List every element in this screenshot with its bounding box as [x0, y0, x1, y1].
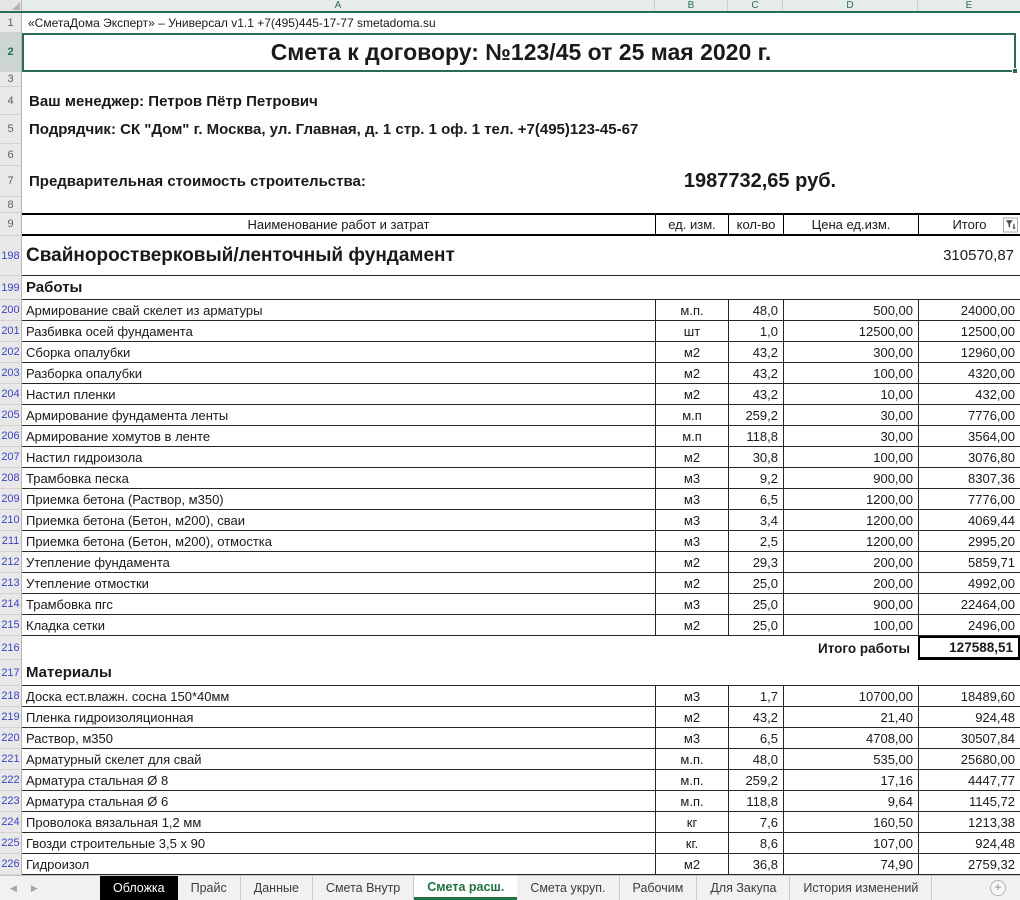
sheet-tab-1[interactable]: Прайс	[178, 876, 241, 900]
cell-qty[interactable]: 1,7	[728, 686, 783, 707]
cell-name[interactable]: Проволока вязальная 1,2 мм	[22, 812, 655, 833]
row-number[interactable]: 7	[0, 166, 22, 197]
row-number[interactable]: 4	[0, 87, 22, 115]
cell-unit[interactable]: м2	[655, 615, 728, 636]
cell-price[interactable]: 12500,00	[783, 321, 918, 342]
cell-qty[interactable]: 3,4	[728, 510, 783, 531]
sheet-tab-bar	[0, 875, 1020, 900]
cell-unit[interactable]: м3	[655, 728, 728, 749]
cell-unit[interactable]: м.п.	[655, 770, 728, 791]
cell-qty[interactable]: 259,2	[728, 405, 783, 426]
cell-unit[interactable]: м.п.	[655, 791, 728, 812]
row-number[interactable]: 214	[0, 594, 22, 615]
section-name-cell[interactable]: Свайноростверковый/ленточный фундамент	[26, 244, 455, 266]
cell-name[interactable]: Приемка бетона (Раствор, м350)	[22, 489, 655, 510]
row-number[interactable]: 200	[0, 300, 22, 321]
table-row	[0, 531, 1020, 552]
row-1	[0, 13, 1020, 33]
cell-qty[interactable]: 259,2	[728, 770, 783, 791]
column-header-a[interactable]: A	[22, 0, 655, 11]
header-total-label: Итого	[952, 217, 987, 232]
cell-unit[interactable]: м3	[655, 594, 728, 615]
cell-price[interactable]: 74,90	[783, 854, 918, 875]
cell-unit[interactable]: м.п.	[655, 749, 728, 770]
table-row	[0, 489, 1020, 510]
cell-unit[interactable]: м2	[655, 573, 728, 594]
row-number[interactable]: 205	[0, 405, 22, 426]
row-number[interactable]: 226	[0, 854, 22, 875]
row-number[interactable]: 210	[0, 510, 22, 531]
cell-total[interactable]: 2759,32	[918, 854, 1020, 875]
cell-unit[interactable]: м3	[655, 510, 728, 531]
cell-total[interactable]: 12500,00	[918, 321, 1020, 342]
cell-qty[interactable]: 43,2	[728, 363, 783, 384]
sheet-tab-7[interactable]: Для Закупа	[697, 876, 790, 900]
header-total-cell[interactable]	[918, 213, 1020, 236]
cell-price[interactable]: 9,64	[783, 791, 918, 812]
column-header-c[interactable]: C	[728, 0, 783, 11]
row-number[interactable]: 223	[0, 791, 22, 812]
cell-qty[interactable]: 118,8	[728, 791, 783, 812]
cell-unit[interactable]: м.п	[655, 426, 728, 447]
cell-qty[interactable]: 25,0	[728, 573, 783, 594]
cell-unit[interactable]: м3	[655, 686, 728, 707]
header-qty-cell[interactable]: кол-во	[728, 213, 783, 236]
row-number[interactable]: 211	[0, 531, 22, 552]
document-title-cell[interactable]: Смета к договору: №123/45 от 25 мая 2020 г.	[270, 39, 772, 65]
table-row	[0, 426, 1020, 447]
row-6	[0, 144, 1020, 166]
cell-qty[interactable]: 118,8	[728, 426, 783, 447]
cell-qty[interactable]: 6,5	[728, 728, 783, 749]
sheet-tabs	[100, 876, 932, 900]
cell-price[interactable]: 200,00	[783, 573, 918, 594]
row-number[interactable]: 215	[0, 615, 22, 636]
cell-total[interactable]: 7776,00	[918, 489, 1020, 510]
cost-label-cell[interactable]: Предварительная стоимость строительства:	[29, 173, 366, 190]
cell-qty[interactable]: 6,5	[728, 489, 783, 510]
cell-name[interactable]: Пленка гидроизоляционная	[22, 707, 655, 728]
cell-unit[interactable]: м2	[655, 447, 728, 468]
cell-price[interactable]: 100,00	[783, 615, 918, 636]
cell-qty[interactable]: 48,0	[728, 749, 783, 770]
sheet-tab-8[interactable]: История изменений	[790, 876, 932, 900]
row-3	[0, 72, 1020, 87]
cell-qty[interactable]: 43,2	[728, 707, 783, 728]
cell-total[interactable]: 4447,77	[918, 770, 1020, 791]
cell-qty[interactable]: 48,0	[728, 300, 783, 321]
cell-unit[interactable]: м2	[655, 384, 728, 405]
row-number[interactable]: 206	[0, 426, 22, 447]
row-number[interactable]: 199	[0, 276, 22, 300]
table-row	[0, 615, 1020, 636]
row-number[interactable]: 6	[0, 144, 22, 166]
cell-name[interactable]: Приемка бетона (Бетон, м200), сваи	[22, 510, 655, 531]
cell-price[interactable]: 10,00	[783, 384, 918, 405]
cell-total[interactable]: 24000,00	[918, 300, 1020, 321]
cell-qty[interactable]: 43,2	[728, 342, 783, 363]
header-price-cell[interactable]: Цена ед.изм.	[783, 213, 918, 236]
works-total-value-cell[interactable]: 127588,51	[918, 636, 1020, 660]
sheet-tab-3[interactable]: Смета Внутр	[313, 876, 414, 900]
cell-total[interactable]: 432,00	[918, 384, 1020, 405]
row-number[interactable]: 221	[0, 749, 22, 770]
cell-unit[interactable]: м2	[655, 854, 728, 875]
row-number[interactable]: 212	[0, 552, 22, 573]
cell-qty[interactable]: 9,2	[728, 468, 783, 489]
table-row	[0, 405, 1020, 426]
cell-name[interactable]: Доска ест.влажн. сосна 150*40мм	[22, 686, 655, 707]
works-total-row	[0, 636, 1020, 660]
cell-price[interactable]: 535,00	[783, 749, 918, 770]
cell-price[interactable]: 160,50	[783, 812, 918, 833]
cell-unit[interactable]: м2	[655, 707, 728, 728]
table-row	[0, 833, 1020, 854]
cell-name[interactable]: Армирование фундамента ленты	[22, 405, 655, 426]
cell-price[interactable]: 30,00	[783, 426, 918, 447]
cell-price[interactable]: 30,00	[783, 405, 918, 426]
materials-label-row	[0, 660, 1020, 686]
row-number[interactable]: 202	[0, 342, 22, 363]
cell-unit[interactable]: м2	[655, 363, 728, 384]
cell-qty[interactable]: 2,5	[728, 531, 783, 552]
tab-scroll-right-icon[interactable]: ▶	[30, 882, 38, 893]
row-number[interactable]: 8	[0, 197, 22, 213]
table-header-row	[0, 213, 1020, 236]
cell-price[interactable]: 1200,00	[783, 489, 918, 510]
table-row	[0, 510, 1020, 531]
cell-total[interactable]: 5859,71	[918, 552, 1020, 573]
contractor-cell[interactable]: Подрядчик: СК "Дом" г. Москва, ул. Главная, д. 1 стр. 1 оф. 1 тел. +7(495)123-45-67	[29, 121, 639, 138]
cell-name[interactable]: Трамбовка песка	[22, 468, 655, 489]
cell-price[interactable]: 1200,00	[783, 531, 918, 552]
app-info-cell[interactable]: «СметаДома Эксперт» – Универсал v1.1 +7(495)445-17-77 smetadoma.su	[28, 16, 436, 30]
table-row	[0, 594, 1020, 615]
cell-price[interactable]: 200,00	[783, 552, 918, 573]
row-number[interactable]: 3	[0, 72, 22, 87]
cell-name[interactable]: Арматура стальная Ø 8	[22, 770, 655, 791]
cell-name[interactable]: Утепление фундамента	[22, 552, 655, 573]
table-row	[0, 686, 1020, 707]
cell-name[interactable]: Армирование хомутов в ленте	[22, 426, 655, 447]
cell-total[interactable]: 4320,00	[918, 363, 1020, 384]
row-number[interactable]: 209	[0, 489, 22, 510]
row-number[interactable]: 203	[0, 363, 22, 384]
empty-cell[interactable]	[22, 197, 1020, 213]
cell-qty[interactable]: 7,6	[728, 812, 783, 833]
add-sheet-button[interactable]: +	[990, 880, 1006, 896]
cell-qty[interactable]: 30,8	[728, 447, 783, 468]
table-row	[0, 447, 1020, 468]
table-row	[0, 300, 1020, 321]
sheet-tab-0[interactable]: Обложка	[100, 876, 178, 900]
cell-total[interactable]: 25680,00	[918, 749, 1020, 770]
cell-qty[interactable]: 29,3	[728, 552, 783, 573]
cell-name[interactable]: Раствор, м350	[22, 728, 655, 749]
cell-total[interactable]: 3076,80	[918, 447, 1020, 468]
cell-price[interactable]: 10700,00	[783, 686, 918, 707]
select-all-triangle-icon	[12, 2, 20, 10]
filter-icon[interactable]	[1003, 217, 1018, 232]
works-label-row	[0, 276, 1020, 300]
table-row	[0, 812, 1020, 833]
column-header-row	[0, 0, 1020, 13]
section-total-cell[interactable]: 310570,87	[943, 247, 1014, 264]
header-unit-cell[interactable]: ед. изм.	[655, 213, 728, 236]
cell-price[interactable]: 900,00	[783, 468, 918, 489]
cell-qty[interactable]: 43,2	[728, 384, 783, 405]
cell-name[interactable]: Гидроизол	[22, 854, 655, 875]
row-number[interactable]: 220	[0, 728, 22, 749]
row-number[interactable]: 207	[0, 447, 22, 468]
cell-total[interactable]: 924,48	[918, 833, 1020, 854]
cell-name[interactable]: Настил пленки	[22, 384, 655, 405]
table-row	[0, 552, 1020, 573]
row-number[interactable]: 225	[0, 833, 22, 854]
cell-price[interactable]: 4708,00	[783, 728, 918, 749]
row-4	[0, 87, 1020, 115]
row-2	[0, 33, 1020, 72]
cell-total[interactable]: 4069,44	[918, 510, 1020, 531]
cell-name[interactable]: Разбивка осей фундамента	[22, 321, 655, 342]
cell-name[interactable]: Арматурный скелет для свай	[22, 749, 655, 770]
table-row	[0, 363, 1020, 384]
cell-total[interactable]: 22464,00	[918, 594, 1020, 615]
cell-name[interactable]: Гвозди строительные 3,5 x 90	[22, 833, 655, 854]
cell-price[interactable]: 100,00	[783, 363, 918, 384]
empty-cell[interactable]	[22, 72, 1020, 87]
row-5	[0, 115, 1020, 144]
cell-total[interactable]: 18489,60	[918, 686, 1020, 707]
table-row	[0, 468, 1020, 489]
row-number[interactable]: 198	[0, 236, 22, 276]
row-number[interactable]: 224	[0, 812, 22, 833]
cell-total[interactable]: 12960,00	[918, 342, 1020, 363]
column-header-e[interactable]: E	[965, 0, 973, 11]
row-number[interactable]: 9	[0, 213, 22, 236]
row-8	[0, 197, 1020, 213]
cell-name[interactable]: Сборка опалубки	[22, 342, 655, 363]
row-number[interactable]: 218	[0, 686, 22, 707]
row-7	[0, 166, 1020, 197]
header-name-cell[interactable]: Наименование работ и затрат	[22, 213, 655, 236]
table-row	[0, 573, 1020, 594]
cell-unit[interactable]: м.п.	[655, 300, 728, 321]
cell-qty[interactable]: 1,0	[728, 321, 783, 342]
table-row	[0, 854, 1020, 875]
cell-total[interactable]: 2496,00	[918, 615, 1020, 636]
row-number[interactable]: 213	[0, 573, 22, 594]
cell-price[interactable]: 500,00	[783, 300, 918, 321]
cell-unit[interactable]: м3	[655, 531, 728, 552]
cell-name[interactable]: Приемка бетона (Бетон, м200), отмостка	[22, 531, 655, 552]
column-header-d[interactable]: D	[783, 0, 918, 11]
cell-total[interactable]: 924,48	[918, 707, 1020, 728]
table-row	[0, 384, 1020, 405]
sheet-tab-6[interactable]: Рабочим	[620, 876, 698, 900]
cell-unit[interactable]: м2	[655, 342, 728, 363]
works-total-label-cell[interactable]: Итого работы	[818, 640, 910, 656]
cell-total[interactable]: 1213,38	[918, 812, 1020, 833]
table-row	[0, 770, 1020, 791]
materials-label-cell[interactable]: Материалы	[26, 664, 112, 681]
cell-total[interactable]: 1145,72	[918, 791, 1020, 812]
tab-scroll-left-icon[interactable]: ◀	[10, 882, 17, 893]
cell-total[interactable]: 3564,00	[918, 426, 1020, 447]
column-header-b[interactable]: B	[655, 0, 728, 11]
row-number[interactable]: 5	[0, 115, 22, 144]
cell-unit[interactable]: шт	[655, 321, 728, 342]
cell-unit[interactable]: кг.	[655, 833, 728, 854]
table-row	[0, 728, 1020, 749]
table-row	[0, 321, 1020, 342]
section-row	[0, 236, 1020, 276]
cell-total[interactable]: 30507,84	[918, 728, 1020, 749]
cell-price[interactable]: 1200,00	[783, 510, 918, 531]
manager-cell[interactable]: Ваш менеджер: Петров Пётр Петрович	[29, 92, 318, 110]
row-number[interactable]: 204	[0, 384, 22, 405]
cell-unit[interactable]: м.п	[655, 405, 728, 426]
cell-name[interactable]: Кладка сетки	[22, 615, 655, 636]
row-number[interactable]: 222	[0, 770, 22, 791]
tab-navigation	[0, 876, 100, 900]
cell-qty[interactable]: 8,6	[728, 833, 783, 854]
cell-name[interactable]: Настил гидроизола	[22, 447, 655, 468]
row-number[interactable]: 219	[0, 707, 22, 728]
row-number[interactable]: 208	[0, 468, 22, 489]
cell-price[interactable]: 107,00	[783, 833, 918, 854]
sheet-tab-4[interactable]: Смета расш.	[414, 876, 517, 900]
cell-qty[interactable]: 25,0	[728, 594, 783, 615]
cell-name[interactable]: Трамбовка пгс	[22, 594, 655, 615]
sheet-tab-2[interactable]: Данные	[241, 876, 313, 900]
cell-total[interactable]: 7776,00	[918, 405, 1020, 426]
works-rows	[0, 300, 1020, 636]
cell-unit[interactable]: м3	[655, 489, 728, 510]
cell-name[interactable]: Разборка опалубки	[22, 363, 655, 384]
table-row	[0, 342, 1020, 363]
cell-price[interactable]: 900,00	[783, 594, 918, 615]
materials-rows	[0, 686, 1020, 875]
select-all-corner[interactable]	[0, 0, 22, 11]
cell-price[interactable]: 17,16	[783, 770, 918, 791]
cell-qty[interactable]: 25,0	[728, 615, 783, 636]
row-number[interactable]: 1	[0, 13, 22, 33]
cell-price[interactable]: 21,40	[783, 707, 918, 728]
table-row	[0, 791, 1020, 812]
works-label-cell[interactable]: Работы	[26, 279, 83, 296]
cell-unit[interactable]: м3	[655, 468, 728, 489]
sheet-tab-5[interactable]: Смета укруп.	[517, 876, 619, 900]
cell-unit[interactable]: кг	[655, 812, 728, 833]
cell-name[interactable]: Арматура стальная Ø 6	[22, 791, 655, 812]
cell-qty[interactable]: 36,8	[728, 854, 783, 875]
empty-cell[interactable]	[22, 144, 1020, 166]
cell-price[interactable]: 300,00	[783, 342, 918, 363]
cell-total[interactable]: 8307,36	[918, 468, 1020, 489]
cell-total[interactable]: 2995,20	[918, 531, 1020, 552]
cell-name[interactable]: Армирование свай скелет из арматуры	[22, 300, 655, 321]
row-number[interactable]: 2	[0, 33, 22, 72]
row-number[interactable]: 201	[0, 321, 22, 342]
cell-total[interactable]: 4992,00	[918, 573, 1020, 594]
cell-price[interactable]: 100,00	[783, 447, 918, 468]
cost-value-cell[interactable]: 1987732,65 руб.	[683, 170, 837, 192]
cell-name[interactable]: Утепление отмостки	[22, 573, 655, 594]
row-number[interactable]: 216	[0, 636, 22, 660]
cell-unit[interactable]: м2	[655, 552, 728, 573]
empty-cell[interactable]	[22, 636, 783, 660]
table-row	[0, 707, 1020, 728]
row-number[interactable]: 217	[0, 660, 22, 686]
table-row	[0, 749, 1020, 770]
